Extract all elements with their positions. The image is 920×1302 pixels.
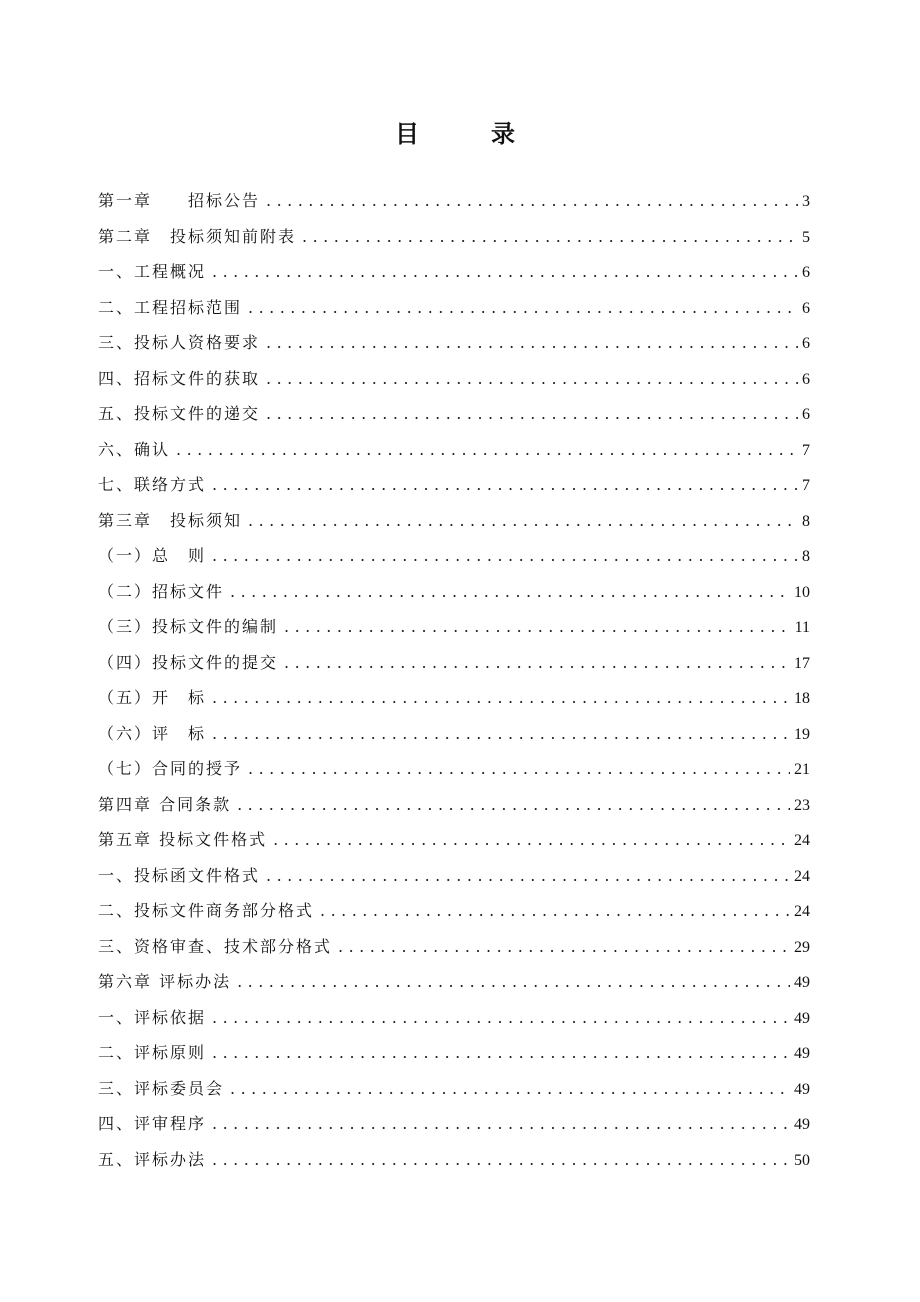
toc-entry[interactable] [98,325,810,361]
toc-leader-dots [237,964,790,1000]
toc-leader-dots [212,1035,790,1071]
toc-entry[interactable] [98,1035,810,1071]
toc-leader-dots [212,538,798,574]
toc-entry-label: 第四章 合同条款 [98,794,232,814]
toc-entry[interactable] [98,538,810,574]
toc-entry-page-number: 24 [794,903,810,920]
toc-entry-page-number: 21 [794,761,810,778]
toc-entry-page-number: 18 [794,690,810,707]
toc-leader-dots [212,1106,790,1142]
toc-entry-label: 第五章 投标文件格式 [98,830,268,849]
toc-entry-page-number: 19 [794,725,810,743]
toc-entry[interactable] [98,183,810,219]
toc-entry-page-number: 6 [802,335,810,352]
toc-leader-dots [302,219,798,255]
toc-entry-label: （五）开 标 [98,688,207,707]
toc-entry-label: 五、评标办法 [98,1149,207,1169]
toc-entry-page-number: 24 [794,832,810,849]
toc-entry[interactable] [98,716,810,752]
toc-entry[interactable] [98,467,810,503]
toc-entry-page-number: 49 [794,1009,810,1027]
toc-entry-label: 一、投标函文件格式 [98,865,261,885]
toc-entry-label: （四）投标文件的提交 [98,652,279,672]
toc-entry[interactable] [98,822,810,858]
toc-entry-page-number: 11 [794,619,810,636]
toc-leader-dots [248,751,790,787]
toc-leader-dots [266,858,790,894]
toc-entry[interactable] [98,751,810,787]
toc-entry-page-number: 29 [794,938,810,956]
toc-entry-label: （七）合同的授予 [98,759,243,778]
toc-entry-label: 第六章 评标办法 [98,972,232,991]
toc-entry[interactable] [98,1106,810,1142]
toc-entry[interactable] [98,645,810,681]
toc-entry-page-number: 23 [794,796,810,814]
toc-entry[interactable] [98,574,810,610]
toc-entry[interactable] [98,929,810,965]
toc-entry[interactable] [98,893,810,929]
toc-entry-label: 六、确认 [98,439,171,459]
toc-entry[interactable] [98,1142,810,1178]
toc-leader-dots [248,503,798,539]
toc-leader-dots [338,929,790,965]
toc-entry-label: 三、投标人资格要求 [98,333,261,352]
toc-leader-dots [230,574,790,610]
toc-entry-label: 第一章 招标公告 [98,191,261,210]
toc-entry-page-number: 5 [802,228,810,246]
toc-entry[interactable] [98,964,810,1000]
toc-entry-page-number: 3 [802,193,810,210]
toc-entry-page-number: 7 [802,441,810,459]
toc-entry-page-number: 10 [794,583,810,601]
toc-entry[interactable] [98,858,810,894]
toc-leader-dots [212,716,790,752]
toc-leader-dots [212,1142,790,1178]
toc-entry-page-number: 6 [802,264,810,281]
toc-entry[interactable] [98,361,810,397]
toc-entry[interactable] [98,680,810,716]
toc-entry-page-number: 24 [794,867,810,885]
toc-entry-label: 第二章 投标须知前附表 [98,226,297,246]
toc-entry[interactable] [98,290,810,326]
toc-entry-label: 三、评标委员会 [98,1078,225,1098]
toc-entry[interactable] [98,1071,810,1107]
toc-leader-dots [212,1000,790,1036]
toc-entry-label: （一）总 则 [98,546,207,565]
toc-entry-label: 四、招标文件的获取 [98,368,261,388]
toc-entry-label: 二、投标文件商务部分格式 [98,901,315,920]
toc-entry-page-number: 49 [794,1116,810,1133]
toc-entry-label: 二、评标原则 [98,1043,207,1062]
toc-entry[interactable] [98,503,810,539]
toc-entry-label: 七、联络方式 [98,475,207,494]
toc-entry-page-number: 6 [802,299,810,317]
toc-leader-dots [266,325,798,361]
toc-entry[interactable] [98,396,810,432]
toc-entry-page-number: 6 [802,370,810,388]
toc-leader-dots [266,396,798,432]
toc-leader-dots [266,183,798,219]
toc-entry-label: 三、资格审查、技术部分格式 [98,936,333,956]
toc-entry-label: 四、评审程序 [98,1114,207,1133]
toc-entry[interactable] [98,1000,810,1036]
toc-entry-page-number: 50 [794,1151,810,1169]
toc-entry-page-number: 8 [802,512,810,530]
toc-leader-dots [266,361,798,397]
toc-leader-dots [248,290,798,326]
toc-entry-label: 二、工程招标范围 [98,297,243,317]
toc-leader-dots [212,680,790,716]
toc-entry-label: 一、工程概况 [98,262,207,281]
toc-leader-dots [230,1071,790,1107]
toc-entry-label: 一、评标依据 [98,1007,207,1027]
page-title: 目 录 [395,119,539,148]
toc-entry[interactable] [98,609,810,645]
toc-entry-label: （六）评 标 [98,723,207,743]
toc-entry-page-number: 49 [794,1045,810,1062]
toc-entry-label: （二）招标文件 [98,581,225,601]
toc-leader-dots [284,609,791,645]
toc-entry[interactable] [98,254,810,290]
toc-entry-page-number: 49 [794,1080,810,1098]
toc-entry-page-number: 49 [794,974,810,991]
toc-leader-dots [273,822,790,858]
toc-entry-page-number: 6 [802,406,810,423]
toc-leader-dots [320,893,790,929]
toc-entry-label: 五、投标文件的递交 [98,404,261,423]
toc-leader-dots [212,467,798,503]
toc-leader-dots [176,432,798,468]
toc-entry-label: 第三章 投标须知 [98,510,243,530]
toc-entry-label: （三）投标文件的编制 [98,617,279,636]
toc-entry[interactable] [98,432,810,468]
toc-leader-dots [284,645,790,681]
toc-entry-page-number: 7 [802,477,810,494]
toc-entry[interactable] [98,787,810,823]
toc-leader-dots [237,787,790,823]
toc-entry-page-number: 17 [794,654,810,672]
toc-entry-page-number: 8 [802,548,810,565]
toc-leader-dots [212,254,798,290]
table-of-contents [98,183,810,1177]
toc-entry[interactable] [98,219,810,255]
